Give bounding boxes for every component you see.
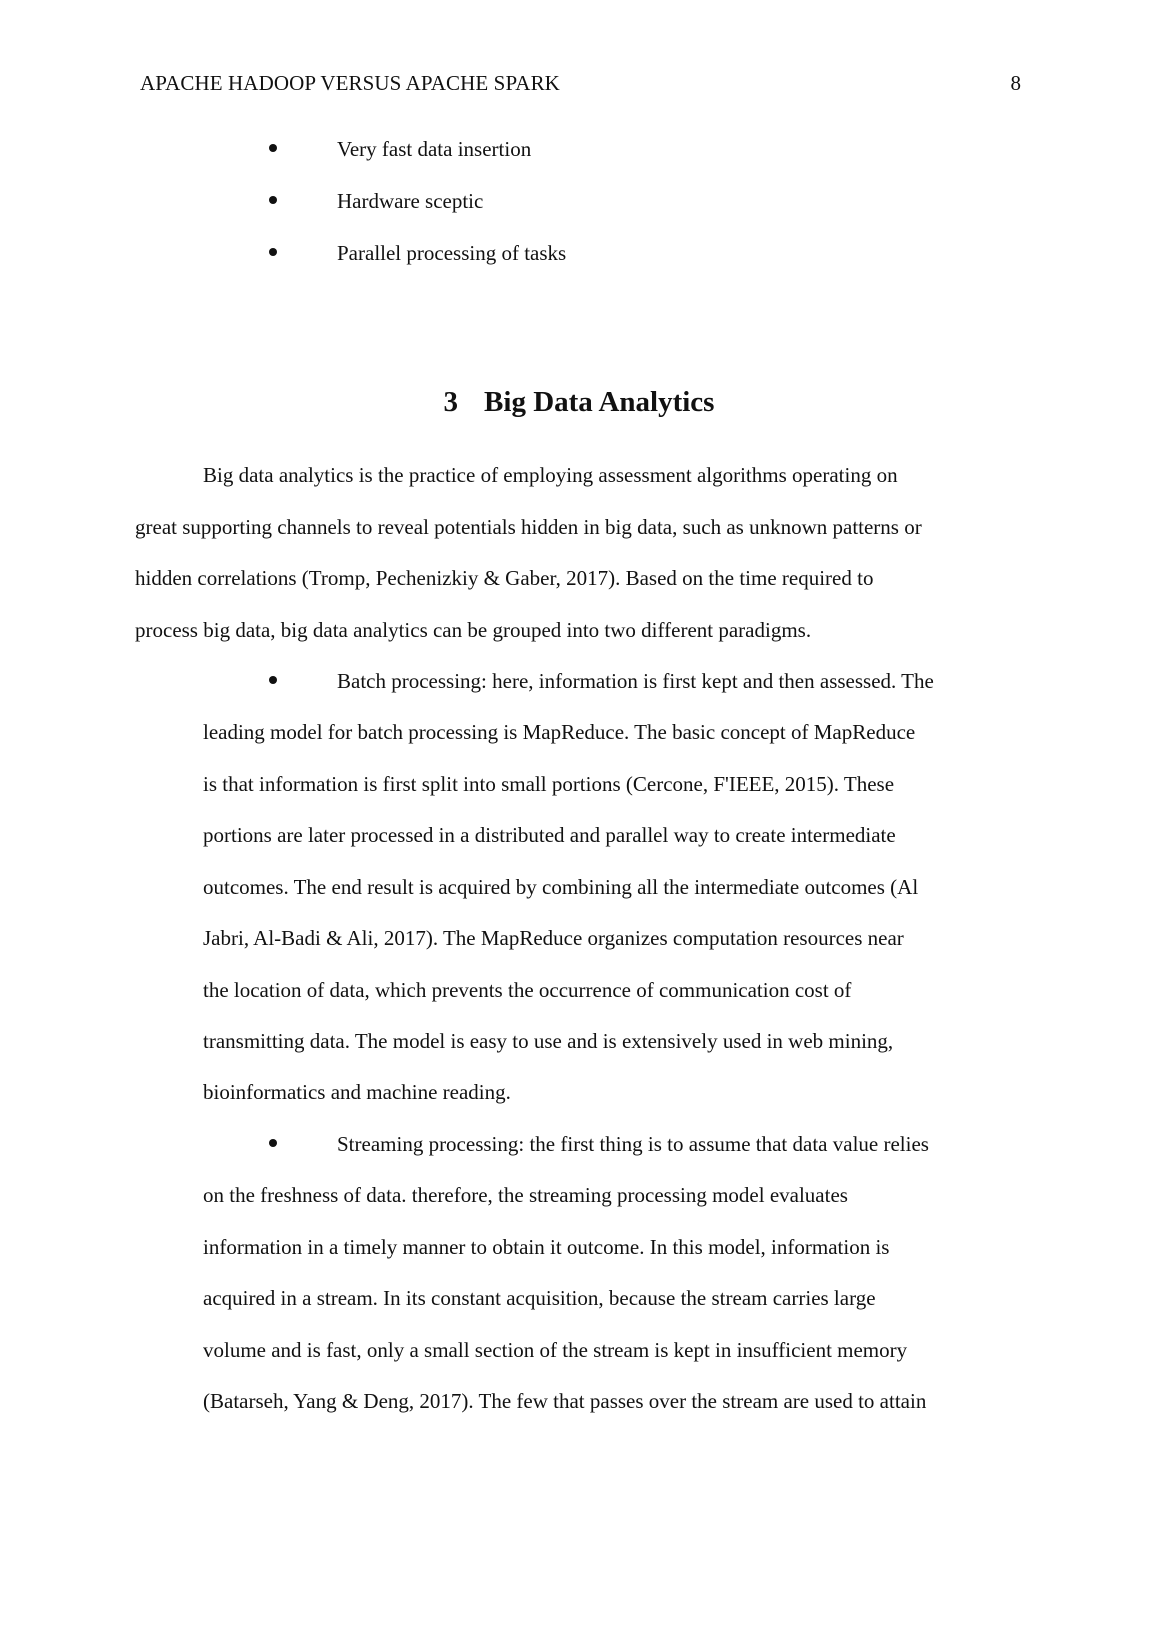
- paragraph-line: volume and is fast, only a small section of the stream is kept in insufficient memory: [203, 1338, 908, 1362]
- paragraph-line: great supporting channels to reveal potentials hidden in big data, such as unknown patterns or: [135, 515, 922, 539]
- bullet-icon: [269, 196, 277, 204]
- bullet-icon: [269, 1139, 277, 1147]
- list-item-text: Very fast data insertion: [337, 137, 532, 161]
- paragraph-line: Batch processing: here, information is first kept and then assessed. The: [337, 669, 934, 693]
- paragraph-line: information in a timely manner to obtain it outcome. In this model, information is: [203, 1235, 890, 1259]
- paragraph-line: on the freshness of data. therefore, the streaming processing model evaluates: [203, 1183, 848, 1207]
- paragraph-line: acquired in a stream. In its constant acquisition, because the stream carries large: [203, 1286, 876, 1310]
- paragraph-line: bioinformatics and machine reading.: [203, 1080, 511, 1104]
- paragraph-line: Jabri, Al-Badi & Ali, 2017). The MapReduce organizes computation resources near: [203, 926, 904, 950]
- paragraph-line: hidden correlations (Tromp, Pechenizkiy & Gaber, 2017). Based on the time required to: [135, 566, 874, 590]
- section-heading: [0, 385, 1158, 419]
- paragraph-line: Streaming processing: the first thing is to assume that data value relies: [337, 1132, 929, 1156]
- section-title: Big Data Analytics: [484, 386, 715, 418]
- paragraph-line: the location of data, which prevents the occurrence of communication cost of: [203, 978, 852, 1002]
- paragraph-line: process big data, big data analytics can be grouped into two different paradigms.: [135, 618, 812, 642]
- list-item-text: Hardware sceptic: [337, 189, 484, 213]
- list-item-text: Parallel processing of tasks: [337, 241, 567, 265]
- paragraph-line: is that information is first split into small portions (Cercone, F'IEEE, 2015). These: [203, 772, 895, 796]
- bullet-icon: [269, 144, 277, 152]
- bullet-icon: [269, 676, 277, 684]
- paragraph-line: portions are later processed in a distributed and parallel way to create intermediate: [203, 823, 896, 847]
- section-number: 3: [443, 386, 459, 418]
- page-number: 8: [1010, 71, 1021, 95]
- paragraph-line: Big data analytics is the practice of employing assessment algorithms operating on: [203, 463, 898, 487]
- running-head: APACHE HADOOP VERSUS APACHE SPARK: [140, 71, 560, 95]
- paragraph-line: leading model for batch processing is MapReduce. The basic concept of MapReduce: [203, 720, 916, 744]
- bullet-icon: [269, 248, 277, 256]
- paragraph-line: outcomes. The end result is acquired by combining all the intermediate outcomes (Al: [203, 875, 919, 899]
- paragraph-line: (Batarseh, Yang & Deng, 2017). The few that passes over the stream are used to attain: [203, 1389, 927, 1413]
- paragraph-line: transmitting data. The model is easy to use and is extensively used in web mining,: [203, 1029, 894, 1053]
